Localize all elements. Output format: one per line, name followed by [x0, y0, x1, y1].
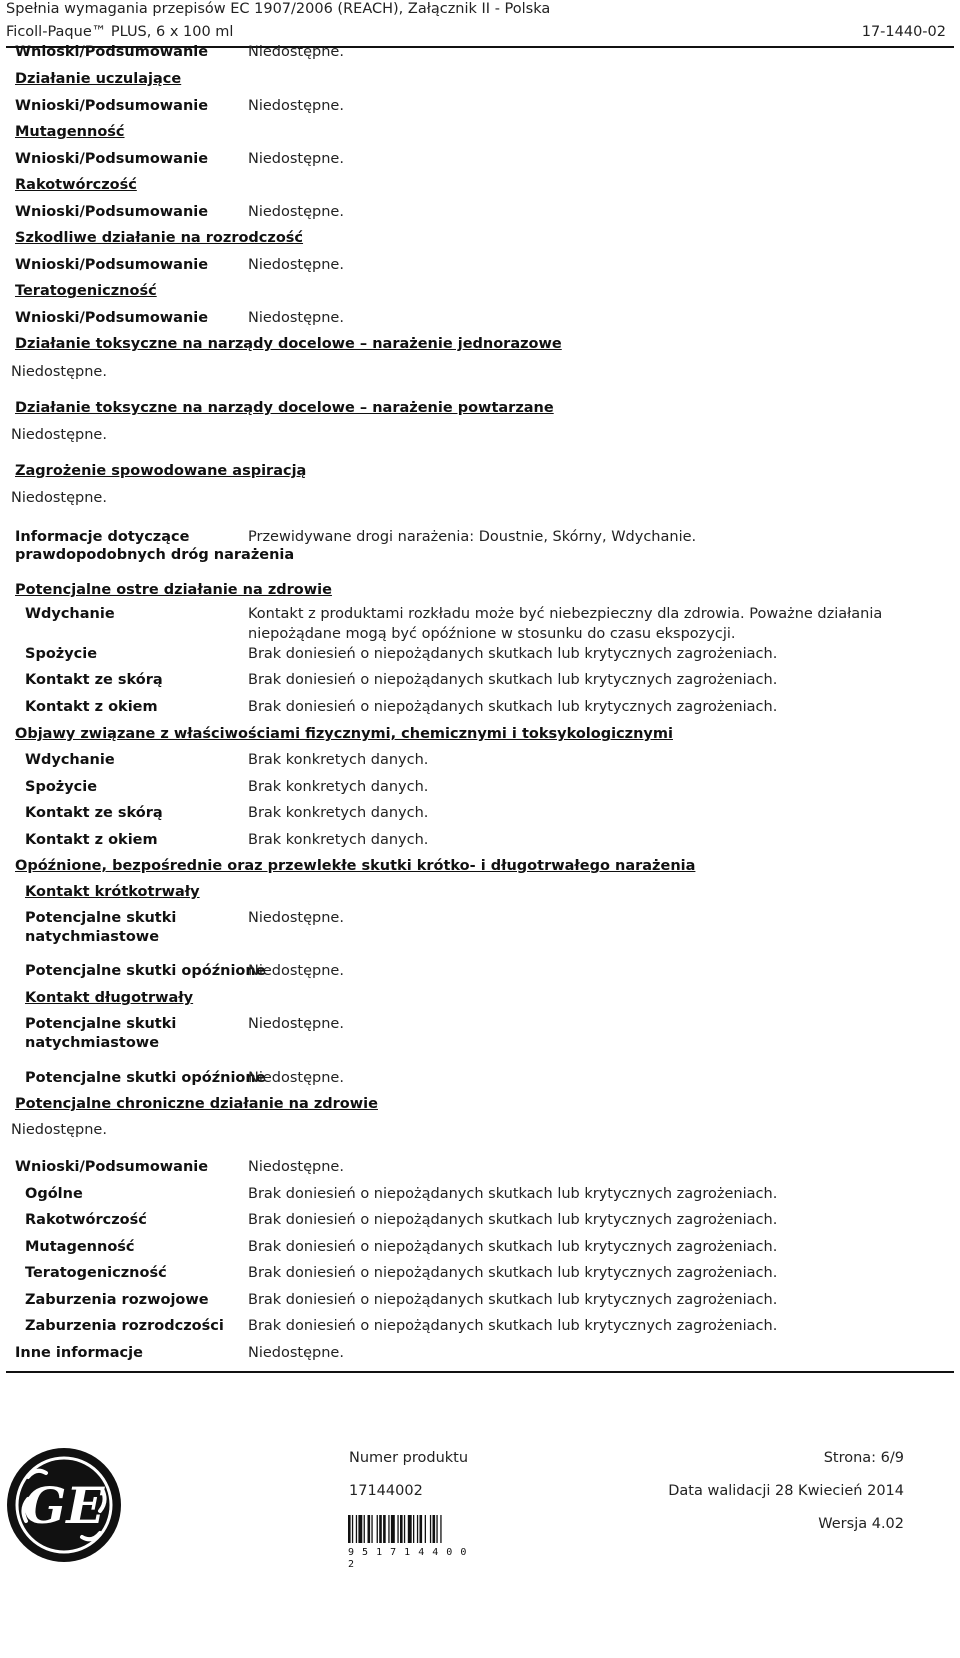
chronic-label: Teratogeniczność: [25, 1265, 167, 1281]
delayed-effects-value: Niedostępne.: [248, 963, 344, 979]
chronic-value: Brak doniesień o niepożądanych skutkach lub krytycznych zagrożeniach.: [248, 1318, 778, 1334]
chronic-value: Brak doniesień o niepożądanych skutkach lub krytycznych zagrożeniach.: [248, 1292, 778, 1308]
barcode: [348, 1515, 468, 1570]
barcode-bar: [413, 1515, 414, 1543]
stot-single-heading: Działanie toksyczne na narządy docelowe – narażenie jednorazowe: [15, 336, 562, 352]
summary-value: Niedostępne.: [248, 98, 344, 114]
barcode-bar: [368, 1515, 371, 1543]
ge-monogram-icon: [6, 1447, 122, 1563]
chronic-label: Ogólne: [25, 1186, 83, 1202]
summary-value: Niedostępne.: [248, 204, 344, 220]
chronic-value: Brak doniesień o niepożądanych skutkach lub krytycznych zagrożeniach.: [248, 1265, 778, 1281]
barcode-bar: [358, 1515, 362, 1543]
barcode-bar: [391, 1515, 395, 1543]
version: Wersja 4.02: [818, 1516, 904, 1532]
chronic-value: Brak doniesień o niepożądanych skutkach lub krytycznych zagrożeniach.: [248, 1186, 778, 1202]
section-heading: Mutagenność: [15, 124, 125, 140]
barcode-bar: [404, 1515, 405, 1543]
product-number: 17144002: [349, 1483, 423, 1499]
other-info-label: Inne informacje: [15, 1345, 143, 1361]
summary-value: Niedostępne.: [248, 44, 344, 60]
delayed-effects-label: Potencjalne skutki opóźnione: [25, 963, 266, 979]
delayed-effects-label: Potencjalne skutki opóźnione: [25, 1070, 266, 1086]
short-term-heading: Kontakt krótkotrwały: [25, 884, 200, 900]
barcode-bar: [417, 1515, 418, 1543]
immediate-effects-value: Niedostępne.: [248, 1016, 344, 1032]
page-number: Strona: 6/9: [823, 1450, 904, 1466]
aspiration-value: Niedostępne.: [11, 490, 107, 506]
routes-label-line1: Informacje dotyczące: [15, 529, 190, 545]
document-header-code: 17-1440-02: [861, 24, 946, 40]
content-bottom-divider: [6, 1371, 954, 1373]
barcode-bar: [364, 1515, 365, 1543]
chronic-value: Brak doniesień o niepożądanych skutkach lub krytycznych zagrożeniach.: [248, 1212, 778, 1228]
barcode-bar: [388, 1515, 389, 1543]
long-term-heading: Kontakt długotrwały: [25, 990, 194, 1006]
document-header-product: Ficoll-Paque™ PLUS, 6 x 100 ml: [6, 24, 234, 40]
other-info-value: Niedostępne.: [248, 1345, 344, 1361]
immediate-effects-label-line2: natychmiastowe: [25, 929, 160, 945]
stot-repeated-value: Niedostępne.: [11, 427, 107, 443]
barcode-bar: [425, 1515, 426, 1543]
immediate-effects-label-line2: natychmiastowe: [25, 1035, 160, 1051]
aspiration-heading: Zagrożenie spowodowane aspiracją: [15, 463, 307, 479]
document-header-title: Spełnia wymagania przepisów EC 1907/2006 (REACH), Załącznik II - Polska: [6, 1, 551, 17]
section-heading: Rakotwórczość: [15, 177, 137, 193]
symptoms-value: Brak konkretych danych.: [248, 752, 429, 768]
stot-repeated-heading: Działanie toksyczne na narządy docelowe – narażenie powtarzane: [15, 400, 554, 416]
routes-label-line2: prawdopodobnych dróg narażenia: [15, 547, 295, 563]
chronic-label: Zaburzenia rozwojowe: [25, 1292, 209, 1308]
chronic-summary-label: Wnioski/Podsumowanie: [15, 1159, 209, 1175]
routes-value: Przewidywane drogi narażenia: Doustnie, Skórny, Wdychanie.: [248, 529, 697, 545]
barcode-bar: [440, 1515, 441, 1543]
barcode-bar: [377, 1515, 378, 1543]
barcode-bar: [408, 1515, 412, 1543]
acute-label: Kontakt ze skórą: [25, 672, 163, 688]
delayed-effects-value: Niedostępne.: [248, 1070, 344, 1086]
symptoms-value: Brak konkretych danych.: [248, 805, 429, 821]
summary-label: Wnioski/Podsumowanie: [15, 204, 209, 220]
symptoms-label: Wdychanie: [25, 752, 115, 768]
chronic-label: Zaburzenia rozrodczości: [25, 1318, 224, 1334]
summary-value: Niedostępne.: [248, 257, 344, 273]
acute-value: Kontakt z produktami rozkładu może być niebezpieczny dla zdrowia. Poważne działania niepożądane mogą być opóźnione w stosunku do czasu ekspozycji.: [248, 606, 883, 642]
acute-label: Spożycie: [25, 646, 98, 662]
summary-value: Niedostępne.: [248, 151, 344, 167]
section-heading: Działanie uczulające: [15, 71, 182, 87]
section-heading: Szkodliwe działanie na rozrodczość: [15, 230, 304, 246]
symptoms-label: Spożycie: [25, 779, 98, 795]
barcode-bar: [400, 1515, 403, 1543]
acute-value: Brak doniesień o niepożądanych skutkach lub krytycznych zagrożeniach.: [248, 672, 778, 688]
barcode-bars: [348, 1515, 468, 1543]
ge-logo: [6, 1447, 122, 1563]
barcode-bar: [436, 1515, 437, 1543]
product-number-label: Numer produktu: [349, 1450, 469, 1466]
barcode-digits: 9 5 1 7 1 4 4 0 0 2: [348, 1547, 468, 1570]
acute-heading: Potencjalne ostre działanie na zdrowie: [15, 582, 332, 598]
chronic-value: Niedostępne.: [11, 1122, 107, 1138]
symptoms-value: Brak konkretych danych.: [248, 832, 429, 848]
acute-value: Brak doniesień o niepożądanych skutkach lub krytycznych zagrożeniach.: [248, 699, 778, 715]
barcode-bar: [420, 1515, 423, 1543]
acute-label: Wdychanie: [25, 606, 115, 622]
svg-text:GE: GE: [23, 1476, 105, 1535]
symptoms-heading: Objawy związane z właściwościami fizycznymi, chemicznymi i toksykologicznymi: [15, 726, 673, 742]
summary-label: Wnioski/Podsumowanie: [15, 310, 209, 326]
delayed-heading: Opóźnione, bezpośrednie oraz przewlekłe skutki krótko- i długotrwałego narażenia: [15, 858, 696, 874]
symptoms-label: Kontakt ze skórą: [25, 805, 163, 821]
acute-value: Brak doniesień o niepożądanych skutkach lub krytycznych zagrożeniach.: [248, 646, 778, 662]
summary-label: Wnioski/Podsumowanie: [15, 98, 209, 114]
barcode-bar: [397, 1515, 398, 1543]
barcode-bar: [371, 1515, 372, 1543]
immediate-effects-value: Niedostępne.: [248, 910, 344, 926]
chronic-label: Mutagenność: [25, 1239, 135, 1255]
chronic-value: Brak doniesień o niepożądanych skutkach lub krytycznych zagrożeniach.: [248, 1239, 778, 1255]
symptoms-label: Kontakt z okiem: [25, 832, 158, 848]
chronic-summary-value: Niedostępne.: [248, 1159, 344, 1175]
summary-label: Wnioski/Podsumowanie: [15, 44, 209, 60]
immediate-effects-label-line1: Potencjalne skutki: [25, 910, 177, 926]
chronic-label: Rakotwórczość: [25, 1212, 147, 1228]
immediate-effects-label-line1: Potencjalne skutki: [25, 1016, 177, 1032]
barcode-bar: [383, 1515, 386, 1543]
summary-label: Wnioski/Podsumowanie: [15, 151, 209, 167]
summary-value: Niedostępne.: [248, 310, 344, 326]
section-heading: Teratogeniczność: [15, 283, 157, 299]
chronic-heading: Potencjalne chroniczne działanie na zdrowie: [15, 1096, 378, 1112]
stot-single-value: Niedostępne.: [11, 364, 107, 380]
barcode-bar: [433, 1515, 436, 1543]
barcode-bar: [430, 1515, 431, 1543]
barcode-bar: [352, 1515, 353, 1543]
summary-label: Wnioski/Podsumowanie: [15, 257, 209, 273]
barcode-bar: [379, 1515, 382, 1543]
symptoms-value: Brak konkretych danych.: [248, 779, 429, 795]
barcode-bar: [356, 1515, 357, 1543]
validation-date: Data walidacji 28 Kwiecień 2014: [668, 1483, 904, 1499]
acute-label: Kontakt z okiem: [25, 699, 158, 715]
barcode-bar: [348, 1515, 351, 1543]
